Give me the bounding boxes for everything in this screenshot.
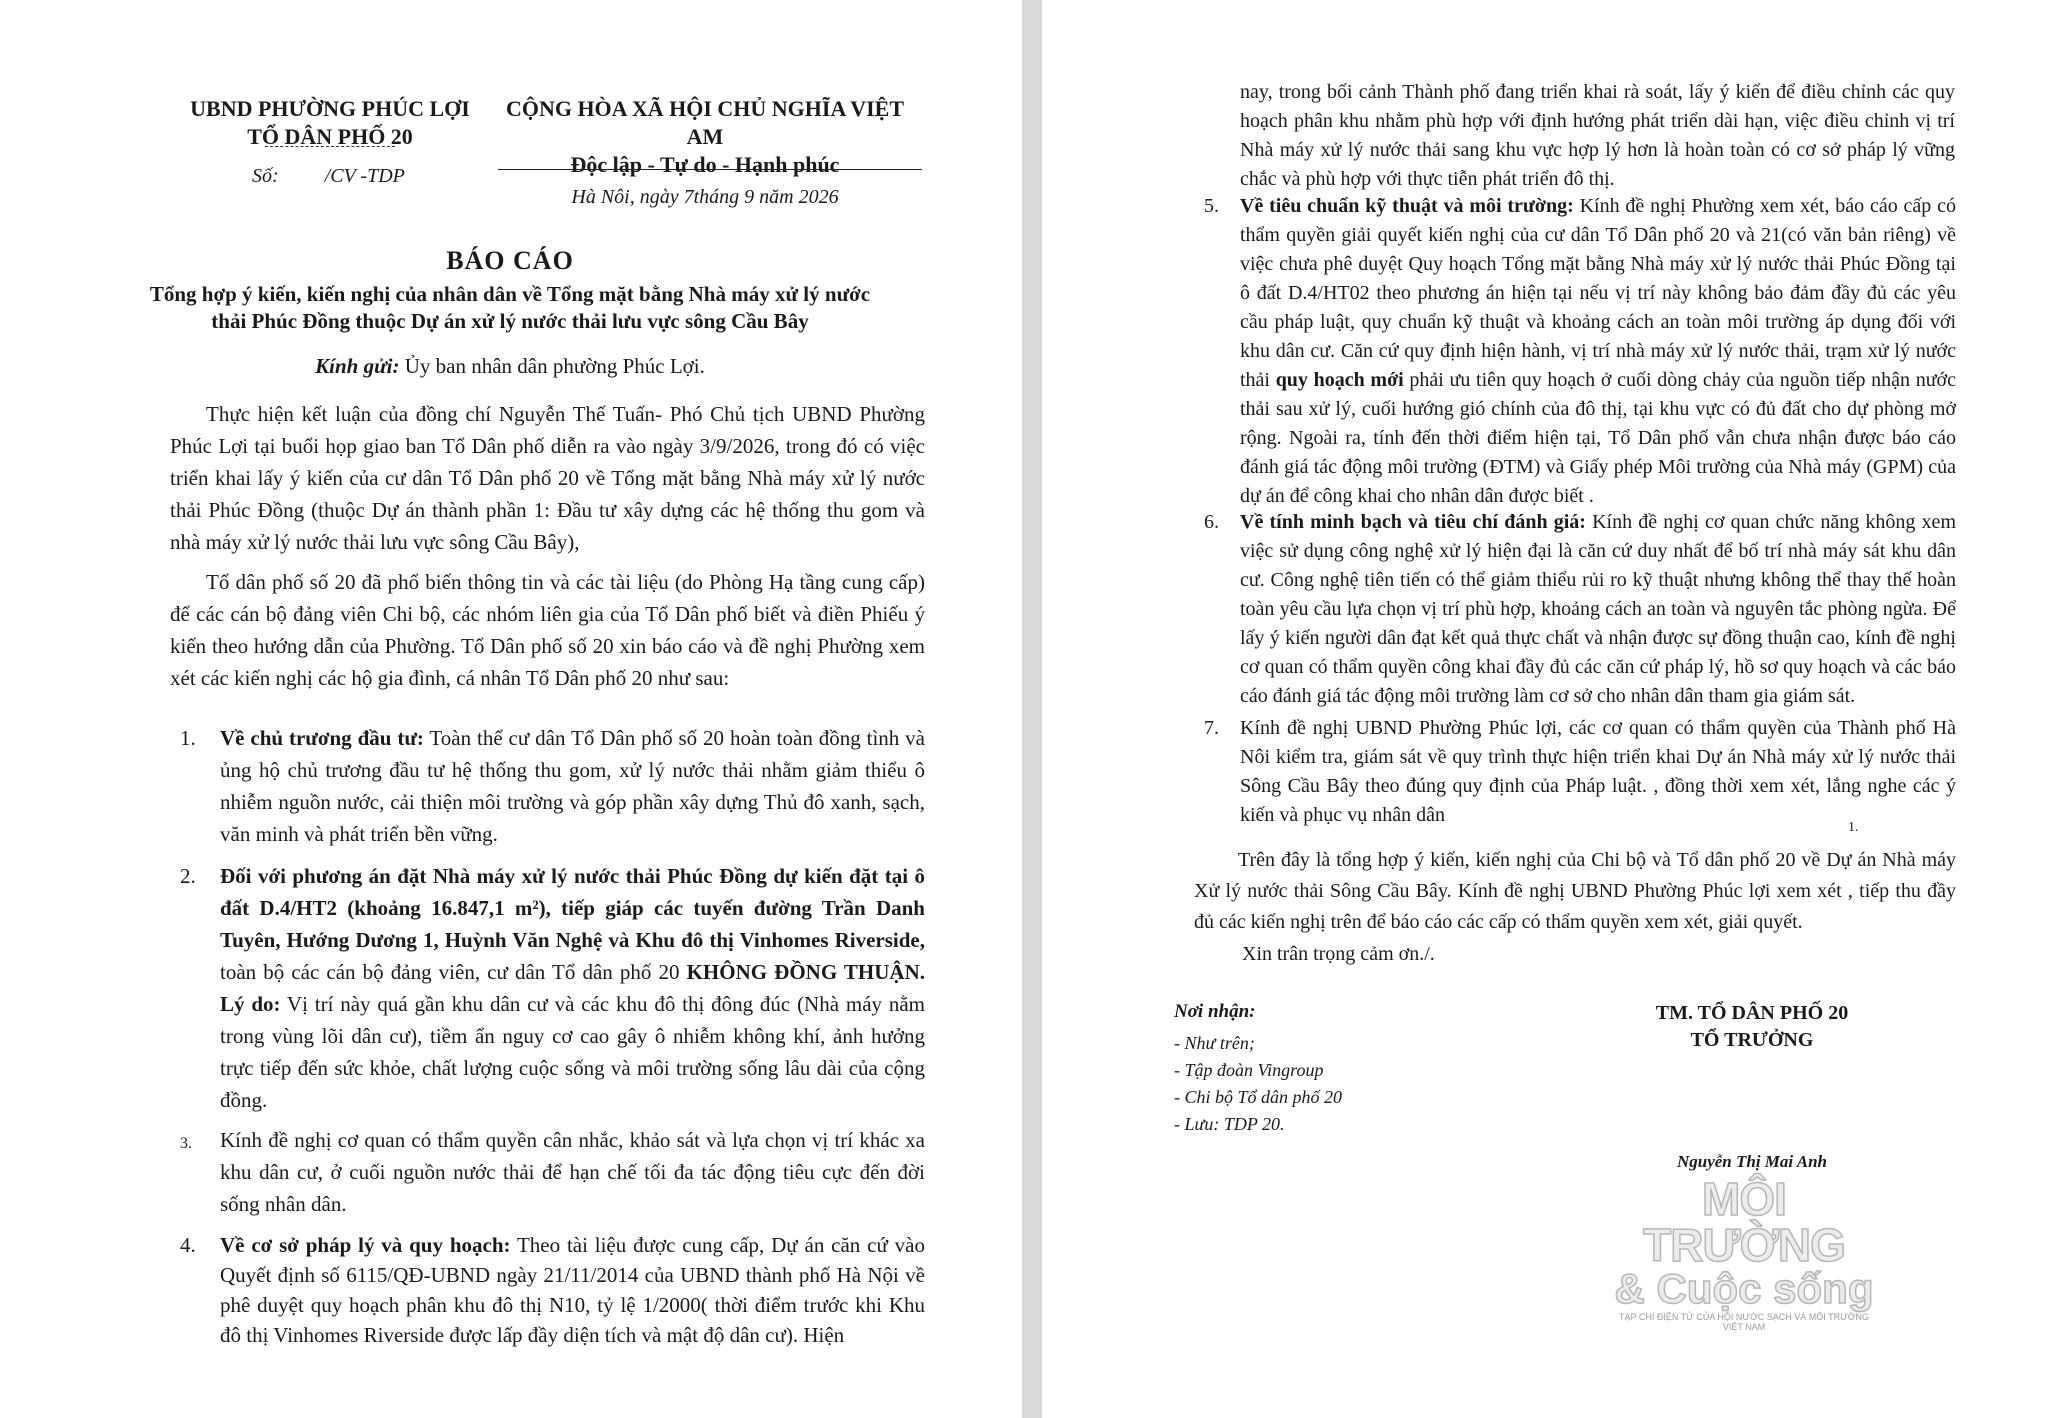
report-subtitle: Tổng hợp ý kiến, kiến nghị của nhân dân về Tổng mặt bằng Nhà máy xử lý nước thải Phúc Đồng thuộc Dự án xử lý nước thải lưu vực sông Cầu Bây: [149, 282, 871, 333]
item-emphasis: quy hoạch mới: [1275, 369, 1404, 391]
signature-block: [1572, 1000, 1932, 1054]
list-item-4: [180, 1230, 925, 1400]
document-page-right: [1042, 0, 2048, 1418]
recipient-item: - Tập đoàn Vingroup: [1174, 1060, 1324, 1080]
so-label: Số:: [252, 165, 279, 187]
signer-name: Nguyễn Thị Mai Anh: [1676, 1152, 1828, 1171]
item-number: 2.: [180, 864, 196, 888]
item-number: 4.: [180, 1233, 196, 1257]
recipients-list: [1174, 1030, 1342, 1138]
item-body: Vị trí này quá gần khu dân cư và các khu đô thị đông đúc (Nhà máy nằm trong vùng lõi dân cư), tiềm ẩn nguy cơ cao gây ô nhiễm không khí, ảnh hưởng trực tiếp đến sức khỏe, chất lượng cuộc sống và môi trường sống lâu dài của cộng đồng.: [220, 992, 925, 1112]
so-value: /CV -TDP: [324, 165, 405, 187]
thanks-line: Xin trân trọng cảm ơn./.: [1242, 943, 1435, 965]
national-motto: Độc lập - Tự do - Hạnh phúc: [570, 152, 840, 177]
item-body: Kính đề nghị cơ quan chức năng không xem việc sử dụng công nghệ xử lý hiện đại là căn cứ duy nhất để bố trí nhà máy sát khu dân cư. Công nghệ tiên tiến có thể giảm thiểu rủi ro kỹ thuật nhưng không thể thay thế hoàn toàn yêu cầu lựa chọn vị trí phù hợp, khoảng cách an toàn và nguyên tắc phòng ngừa. Để lấy ý kiến người dân đạt kết quả thực chất và nhận được sự đồng thuận cao, kính đề nghị cơ quan có thẩm quyền công khai đầy đủ các căn cứ pháp lý, hồ sơ quy hoạch và các báo cáo đánh giá tác động môi trường làm cơ sở cho nhân dân tham gia giám sát.: [1240, 511, 1956, 707]
item-body: Toàn thể cư dân Tổ Dân phố số 20 hoàn toàn đồng tình và ủng hộ chủ trương đầu tư hệ thống thu gom, xử lý nước thải nhằm giảm thiểu ô nhiễm nguồn nước, cải thiện môi trường và góp phần xây dựng Thủ đô xanh, sạch, văn minh và phát triển bền vững.: [220, 726, 925, 846]
footnote-marker: 1.: [1848, 820, 1859, 835]
item-4-continued: nay, trong bối cảnh Thành phố đang triển khai rà soát, lấy ý kiến để điều chỉnh các quy hoạch phân khu nhằm phù hợp với định hướng phát triển dài hạn, việc điều chỉnh vị trí Nhà máy xử lý nước thải sang khu vực hợp lý hơn là hoàn toàn có cơ sở pháp lý vững chắc và phù hợp với thực tiễn phát triển đô thị.: [1240, 81, 1955, 190]
watermark-line-1: MÔI TRƯỜNG: [1643, 1173, 1845, 1271]
list-item-7: [1204, 714, 1956, 824]
recipient-item: - Lưu: TDP 20.: [1174, 1114, 1285, 1134]
item-body: toàn bộ các cán bộ đảng viên, cư dân Tổ dân phố 20: [220, 960, 687, 984]
intro-paragraph-2: Tổ dân phố số 20 đã phổ biến thông tin và các tài liệu (do Phòng Hạ tầng cung cấp) để các cán bộ đảng viên Chi bộ, các nhóm liên gia của Tổ Dân phố biết và điền Phiếu ý kiến theo hướng dẫn của Phường. Tổ Dân phố số 20 xin báo cáo và đề nghị Phường xem xét các kiến nghị các hộ gia đình, cá nhân Tổ Dân phố 20 như sau:: [170, 570, 925, 690]
watermark-line-3: TẠP CHÍ ĐIỆN TỬ CỦA HỘI NƯỚC SẠCH VÀ MÔI TRƯỜNG VIỆT NAM: [1618, 1312, 1870, 1332]
recipient-item: - Chi bộ Tổ dân phố 20: [1174, 1087, 1343, 1107]
item-number: 5.: [1204, 195, 1219, 217]
item-body: Kính đề nghị cơ quan có thẩm quyền cân nhắc, khảo sát và lựa chọn vị trí khác xa khu dân cư, ở cuối nguồn nước thải để hạn chế tối đa tác động tiêu cực đến đời sống nhân dân.: [220, 1128, 925, 1216]
signature-title: TM. TỔ DÂN PHỐ 20: [1655, 1002, 1849, 1024]
item-emphasis: KHÔNG ĐỒNG THUẬN. Lý do:: [220, 960, 925, 1016]
item-body: phải ưu tiên quy hoạch ở cuối dòng chảy của nguồn tiếp nhận nước thải sau xử lý, cuối hướng gió chính của đô thị, tại khu vực có đủ đất cho dự phòng mở rộng. Ngoài ra, tính đến thời điểm hiện tại, Tổ Dân phố vẫn chưa nhận được báo cáo đánh giá tác động môi trường (ĐTM) và Giấy phép Môi trường của Nhà máy (GPM) của dự án để công khai cho nhân dân được biết .: [1240, 369, 1956, 507]
item-body: Theo tài liệu được cung cấp, Dự án căn cứ vào Quyết định số 6115/QĐ-UBND ngày 21/11/2014 của UBND thành phố Hà Nội về phê duyệt quy hoạch phân khu đô thị N10, tỷ lệ 1/2000( thời điểm trước khi Khu đô thị Vinhomes Riverside được lấp đầy diện tích và mật độ dân cư). Hiện: [220, 1233, 925, 1347]
org-name-line2: TỔ DÂN PHỐ 20: [247, 124, 413, 149]
document-number: [252, 165, 405, 188]
list-item-5: [1204, 192, 1956, 507]
intro-paragraph-1: Thực hiện kết luận của đồng chí Nguyễn Thế Tuấn- Phó Chủ tịch UBND Phường Phúc Lợi tại buổi họp giao ban Tổ Dân phố diễn ra vào ngày 3/9/2026, trong đó có việc triển khai lấy ý kiến của cư dân Tổ Dân phố 20 về Tổng mặt bằng Nhà máy xử lý nước thải Phúc Đồng (thuộc Dự án thành phần 1: Đầu tư xây dựng các hệ thống thu gom và nhà máy xử lý nước thải lưu vực sông Cầu Bây),: [170, 402, 925, 554]
org-name-line1: UBND PHƯỜNG PHÚC LỢI: [190, 96, 470, 121]
watermark-logo: [1614, 1173, 1874, 1332]
item-body: Kính đề nghị Phường xem xét, báo cáo cấp có thẩm quyền giải quyết kiến nghị của cư dân Tổ Dân phố 20 và 21(có văn bản riêng) về việc chưa phê duyệt Quy hoạch Tổng mặt bằng Nhà máy xử lý nước thải Phúc Đồng tại ô đất D.4/HT02 theo phương án hiện tại nếu vị trí này không bảo đảm đầy đủ các yêu cầu pháp luật, quy chuẩn kỹ thuật và khoảng cách an toàn môi trường áp dụng đối với khu dân cư. Căn cứ quy định hiện hành, vị trí nhà máy xử lý nước thải, trạm xử lý nước thải: [1240, 195, 1956, 391]
list-item-2: [180, 860, 925, 1110]
item-number: 6.: [1204, 511, 1219, 533]
closing-paragraph: Trên đây là tổng hợp ý kiến, kiến nghị của Chi bộ và Tổ dân phố 20 về Dự án Nhà máy Xử lý nước thải Sông Cầu Bây. Kính đề nghị UBND Phường Phúc lợi xem xét , tiếp thu đầy đủ các kiến nghị trên để báo cáo các cấp có thẩm quyền xem xét, giải quyết.: [1194, 849, 1956, 933]
list-item-6: [1204, 508, 1956, 708]
list-item-3: [180, 1124, 925, 1224]
org-header: [170, 95, 490, 151]
divider-dashes: [265, 146, 395, 147]
recipient-line: [60, 354, 960, 379]
document-date: Hà Nôi, ngày 7tháng 9 năm 2026: [571, 186, 839, 208]
document-page-left: [0, 0, 1022, 1418]
national-header: [490, 95, 920, 179]
item-number: 1.: [180, 726, 196, 750]
recipient-label: Kính gửi:: [315, 354, 400, 378]
report-title: BÁO CÁO: [446, 246, 574, 275]
item-number: 7.: [1204, 717, 1219, 739]
item-heading: Về tính minh bạch và tiêu chí đánh giá:: [1240, 511, 1586, 533]
recipients-title: Nơi nhận:: [1174, 1001, 1256, 1022]
item-heading: Đối với phương án đặt Nhà máy xử lý nước thải Phúc Đồng dự kiến đặt tại ô đất D.4/HT2 (khoảng 16.847,1 m²), tiếp giáp các tuyến đường Trần Danh Tuyên, Hướng Dương 1, Huỳnh Văn Nghệ và Khu đô thị Vinhomes Riverside,: [220, 864, 925, 952]
item-body: Kính đề nghị UBND Phường Phúc lợi, các cơ quan có thẩm quyền của Thành phố Hà Nôi kiểm tra, giám sát về quy trình thực hiện triển khai Dự án Nhà máy xử lý nước thải Sông Cầu Bây theo đúng quy định của Pháp luật. , đồng thời xem xét, lắng nghe các ý kiến và phục vụ nhân dân: [1240, 717, 1956, 826]
list-item-1: [180, 722, 925, 852]
item-heading: Về cơ sở pháp lý và quy hoạch:: [220, 1233, 511, 1257]
item-heading: Về tiêu chuẩn kỹ thuật và môi trường:: [1240, 195, 1574, 217]
divider-line: [498, 169, 922, 170]
item-number: 3.: [180, 1135, 192, 1152]
national-name: CỘNG HÒA XÃ HỘI CHỦ NGHĨA VIỆT AM: [505, 96, 905, 149]
recipient-item: - Như trên;: [1174, 1033, 1255, 1053]
signature-role: TỔ TRƯỞNG: [1690, 1029, 1814, 1051]
watermark-line-2: & Cuộc sống: [1614, 1265, 1874, 1312]
recipient-value: Ủy ban nhân dân phường Phúc Lợi.: [399, 354, 705, 378]
item-heading: Về chủ trương đầu tư:: [220, 726, 424, 750]
